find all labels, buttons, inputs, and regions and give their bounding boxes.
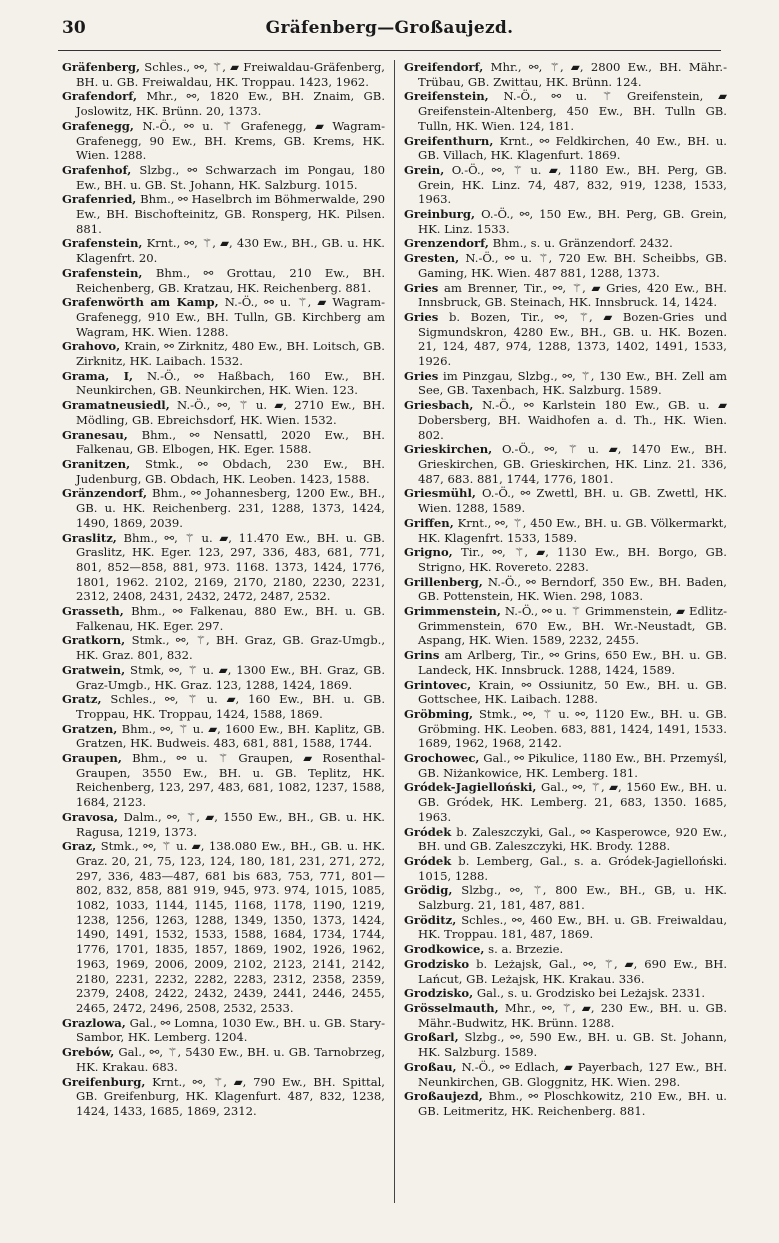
entry-text: N.-Ö., ⚯ Karlstein 180 Ew., GB. u. ▰ Dobersberg, BH. Waidhofen a. d. Th., HK. Wien. 802. bbox=[418, 398, 727, 442]
entry-text: Stmk., ⚯, ⚚ u. ▰, 138.080 Ew., BH., GB. u. HK. Graz. 20, 21, 75, 123, 124, 180, 181, 231, 271, 272, 297, 336, 483—487, 681 bis 683, 753, 771, 801—802, 832, 858, 881 919, 945, 973. 974, 1015, 1085, 1082, 1033, 1144, 1145, 1168, 1178, 1190, 1219, 1238, 1256, 1263, 1288, 1349, 1350, 1373, 1424, 1490, 1491, 1532, 1533, 1588, 1684, 1734, 1744, 1776, 1701, 1835, 1857, 1869, 1902, 1926, 1962, 1963, 1969, 2006, 2009, 2102, 2123, 2141, 2142, 2180, 2231, 2232, 2282, 2283, 2312, 2358, 2359, 2379, 2408, 2422, 2432, 2439, 2441, 2446, 2455, 2465, 2472, 2496, 2508, 2532, 2533. bbox=[76, 839, 386, 1015]
entry-text: Gal., ⚯, ⚚, ▰, 1560 Ew., BH. u. GB. Gródek, HK. Lemberg. 21, 683, 1350. 1685, 1963. bbox=[418, 780, 728, 824]
entry-keyword: Grama, I, bbox=[62, 368, 134, 383]
entry-keyword: Grein, bbox=[404, 162, 445, 177]
entry-text: N.-Ö., ⚯ u. ⚚ Grimmenstein, ▰ Edlitz-Grimmenstein, 670 Ew., BH. Wr.-Neustadt, GB. Aspang, HK. Wien. 1589, 2232, 2455. bbox=[418, 604, 728, 648]
directory-entry bbox=[62, 163, 385, 192]
entry-keyword: Gries bbox=[404, 368, 439, 383]
directory-entry bbox=[62, 457, 385, 486]
entry-keyword: Gravosa, bbox=[62, 809, 119, 824]
entry-text: Krnt., ⚯, ⚚, ▰, 790 Ew., BH. Spittal, GB. Greifenburg, HK. Klagenfurt. 487, 832, 1238, 1424, 1433, 1685, 1869, 2312. bbox=[76, 1074, 385, 1118]
entry-keyword: Großarl, bbox=[404, 1030, 459, 1045]
directory-entry bbox=[404, 442, 727, 486]
directory-entry bbox=[62, 810, 385, 839]
entry-keyword: Grodzisko bbox=[404, 956, 470, 971]
directory-entry bbox=[404, 604, 727, 648]
entry-text: Stmk., ⚯, ⚚ u. ⚯, 1120 Ew., BH. u. GB. Gröbming. HK. Leoben. 683, 881, 1424, 1491, 1533. 1689, 1962, 1968, 2142. bbox=[418, 706, 727, 751]
entry-keyword: Granitzen, bbox=[62, 456, 131, 471]
directory-entry bbox=[404, 398, 727, 442]
directory-entry bbox=[62, 295, 385, 339]
entry-keyword: Grimmenstein, bbox=[404, 604, 501, 619]
directory-entry bbox=[404, 236, 727, 251]
directory-entry bbox=[62, 266, 385, 295]
entry-keyword: Gries bbox=[404, 280, 439, 295]
directory-entry bbox=[404, 751, 727, 780]
directory-entry bbox=[404, 1030, 727, 1059]
entry-keyword: Grahovo, bbox=[62, 339, 121, 354]
entry-keyword: Gródek bbox=[404, 824, 452, 839]
directory-entry bbox=[404, 60, 727, 89]
entry-text: Bhm., ⚯, ⚚ u. ▰, 1600 Ew., BH. Kaplitz, GB. Gratzen, HK. Budweis. 483, 681, 881, 1588, 1744. bbox=[76, 721, 385, 751]
directory-entry bbox=[404, 883, 727, 912]
entry-keyword: Griesmühl, bbox=[404, 486, 476, 501]
entry-text: Bhm., ⚯ Grottau, 210 Ew., BH. Reichenberg, GB. Kratzau, HK. Reichenberg. 881. bbox=[76, 265, 386, 295]
entry-keyword: Greifendorf, bbox=[404, 60, 484, 74]
entry-text: Slzbg., ⚯ Schwarzach im Pongau, 180 Ew., BH. u. GB. St. Johann, HK. Salzburg. 1015. bbox=[76, 162, 386, 192]
directory-entry bbox=[62, 60, 385, 89]
directory-entry bbox=[62, 339, 385, 368]
directory-entry bbox=[404, 134, 727, 163]
directory-entry bbox=[62, 486, 385, 530]
entry-text: Tir., ⚯, ⚚, ▰, 1130 Ew., BH. Borgo, GB. Strigno, HK. Rovereto. 2283. bbox=[418, 545, 727, 574]
entry-text: Gal., ⚯ Pikulice, 1180 Ew., BH. Przemyśl, GB. Niżankowice, HK. Lemberg. 181. bbox=[418, 751, 728, 780]
entry-keyword: Grodkowice, bbox=[404, 942, 485, 957]
entry-keyword: Grafenstein, bbox=[62, 236, 143, 251]
directory-entry bbox=[404, 942, 727, 957]
directory-entry bbox=[62, 369, 385, 398]
entry-keyword: Grins bbox=[404, 648, 440, 663]
directory-entry bbox=[62, 722, 385, 751]
directory-entry bbox=[404, 1060, 727, 1089]
directory-entry bbox=[62, 1016, 385, 1045]
entry-keyword: Grenzendorf, bbox=[404, 236, 489, 251]
directory-entry bbox=[404, 486, 727, 515]
directory-entry bbox=[404, 678, 727, 707]
directory-entry bbox=[62, 236, 385, 265]
entry-keyword: Grasseth, bbox=[62, 604, 124, 619]
directory-entry bbox=[404, 825, 727, 854]
directory-entry bbox=[404, 957, 727, 986]
entry-text: N.-Ö., ⚯ Haßbach, 160 Ew., BH. Neunkirchen, GB. Neunkirchen, HK. Wien. 123. bbox=[76, 368, 386, 398]
entry-keyword: Gramatneusiedl, bbox=[62, 398, 170, 413]
entry-text: Krnt., ⚯ Feldkirchen, 40 Ew., BH. u. GB. Villach, HK. Klagenfurt. 1869. bbox=[418, 133, 727, 163]
directory-entry bbox=[62, 398, 385, 427]
entry-keyword: Graz, bbox=[62, 839, 97, 854]
entry-keyword: Grafenwörth am Kamp, bbox=[62, 295, 219, 310]
entry-keyword: Greifenburg, bbox=[62, 1074, 146, 1089]
directory-entry bbox=[62, 428, 385, 457]
directory-entry bbox=[404, 854, 727, 883]
directory-entry bbox=[404, 281, 727, 310]
entry-keyword: Gröbming, bbox=[404, 706, 474, 721]
entry-text: Bhm., ⚯, ⚚ u. ▰, 11.470 Ew., BH. u. GB. Graslitz, HK. Eger. 123, 297, 336, 483, 681, 771, 801, 852—858, 881, 973. 1168. 1373, 1424, 1776, 1801, 1962. 2102, 2169, 2170, 2180, 2230, 2231, 2312, 2408, 2431, 2432, 2472, 2487, 2532. bbox=[76, 530, 385, 604]
entry-text: b. Zaleszczyki, Gal., ⚯ Kasperowce, 920 Ew., BH. und GB. Zaleszczyki, HK. Brody. 1288. bbox=[418, 824, 728, 854]
entry-keyword: Gratzen, bbox=[62, 721, 118, 736]
right-column bbox=[404, 60, 727, 1119]
entry-text: Mhr., ⚯, 1820 Ew., BH. Znaim, GB. Joslowitz, HK. Brünn. 20, 1373. bbox=[76, 89, 386, 119]
directory-entry bbox=[404, 163, 727, 207]
entry-keyword: Gratz, bbox=[62, 692, 102, 707]
entry-text: im Pinzgau, Slzbg., ⚯, ⚚, 130 Ew., BH. Zell am See, GB. Taxenbach, HK. Salzburg. 1589. bbox=[418, 368, 727, 398]
entry-keyword: Grafenhof, bbox=[62, 162, 132, 177]
entry-text: Mhr., ⚯, ⚚, ▰, 230 Ew., BH. u. GB. Mähr.-Budwitz, HK. Brünn. 1288. bbox=[418, 1001, 728, 1030]
entry-text: Schles., ⚯, ⚚, ▰ Freiwaldau-Gräfenberg, BH. u. GB. Freiwaldau, HK. Troppau. 1423, 1962. bbox=[76, 60, 385, 89]
entry-text: O.-Ö., ⚯, 150 Ew., BH. Perg, GB. Grein, HK. Linz. 1533. bbox=[418, 207, 727, 236]
entry-keyword: Grödig, bbox=[404, 883, 453, 898]
directory-entry bbox=[62, 192, 385, 236]
header-rule bbox=[58, 50, 721, 51]
entry-text: N.-Ö., ⚯ u. ⚚, ▰ Wagram-Grafenegg, 910 Ew., BH. Tulln, GB. Kirchberg am Wagram, HK. Wien. 1288. bbox=[76, 295, 386, 339]
directory-entry bbox=[62, 604, 385, 633]
directory-entry bbox=[62, 1045, 385, 1074]
directory-entry bbox=[404, 545, 727, 574]
entry-keyword: Gries bbox=[404, 309, 439, 324]
entry-text: Dalm., ⚯, ⚚, ▰, 1550 Ew., BH., GB. u. HK. Ragusa, 1219, 1373. bbox=[76, 809, 385, 839]
entry-keyword: Graslitz, bbox=[62, 530, 117, 545]
entry-text: N.-Ö., ⚯, ⚚ u. ▰, 2710 Ew., BH. Mödling, GB. Ebreichsdorf, HK. Wien. 1532. bbox=[76, 398, 386, 427]
entry-text: Krain, ⚯ Zirknitz, 480 Ew., BH. Loitsch, GB. Zirknitz, HK. Laibach. 1532. bbox=[76, 339, 385, 369]
entry-keyword: Griesbach, bbox=[404, 398, 474, 413]
directory-entry bbox=[404, 369, 727, 398]
entry-text: b. Bozen, Tir., ⚯, ⚚, ▰ Bozen-Gries und Sigmundskron, 4280 Ew., BH., GB. u. HK. Bozen. 21, 124, 487, 974, 1288, 1373, 1402, 1491, 1533, 1926. bbox=[418, 309, 728, 369]
directory-entry bbox=[62, 751, 385, 810]
left-column bbox=[62, 60, 385, 1119]
page-header bbox=[56, 18, 723, 42]
directory-entry bbox=[62, 89, 385, 118]
entry-keyword: Grafenegg, bbox=[62, 118, 134, 133]
entry-keyword: Gródek-Jagielloński, bbox=[404, 780, 537, 795]
entry-text: Bhm., ⚯ Falkenau, 880 Ew., BH. u. GB. Falkenau, HK. Eger. 297. bbox=[76, 604, 386, 633]
running-head: Gräfenberg—Großaujezd. bbox=[265, 18, 514, 38]
entry-text: s. a. Brzezie. bbox=[488, 942, 564, 957]
entry-text: Bhm., s. u. Gränzendorf. 2432. bbox=[492, 236, 673, 251]
entry-keyword: Großau, bbox=[404, 1059, 457, 1074]
entry-keyword: Gränzendorf, bbox=[62, 486, 148, 501]
entry-keyword: Gratwein, bbox=[62, 662, 126, 677]
directory-entry bbox=[404, 575, 727, 604]
directory-entry bbox=[404, 251, 727, 280]
directory-entry bbox=[404, 207, 727, 236]
entry-keyword: Grafenstein, bbox=[62, 265, 143, 280]
directory-entry bbox=[62, 663, 385, 692]
entry-keyword: Grodzisko, bbox=[404, 986, 474, 1001]
entry-keyword: Greifenthurn, bbox=[404, 133, 494, 148]
entry-keyword: Grieskirchen, bbox=[404, 442, 493, 457]
directory-entry bbox=[404, 516, 727, 545]
directory-entry bbox=[404, 89, 727, 133]
entry-text: am Arlberg, Tir., ⚯ Grins, 650 Ew., BH. u. GB. Landeck, HK. Innsbruck. 1288, 1424, 1589. bbox=[418, 648, 728, 677]
entry-text: Bhm., ⚯ Haselbrch im Böhmerwalde, 290 Ew., BH. Bischofteinitz, GB. Ronsperg, HK. Pilsen. 881. bbox=[76, 192, 385, 236]
entry-text: Schles., ⚯, ⚚ u. ▰, 160 Ew., BH. u. GB. Troppau, HK. Troppau, 1424, 1588, 1869. bbox=[76, 692, 385, 721]
entry-text: b. Leżajsk, Gal., ⚯, ⚚, ▰, 690 Ew., BH. Lańcut, GB. Leżajsk, HK. Krakau. 336. bbox=[418, 956, 727, 986]
entry-keyword: Grazlowa, bbox=[62, 1015, 126, 1030]
entry-text: Slzbg., ⚯, 590 Ew., BH. u. GB. St. Johann, HK. Salzburg. 1589. bbox=[418, 1030, 728, 1060]
entry-keyword: Großaujezd, bbox=[404, 1089, 483, 1104]
entry-keyword: Gratkorn, bbox=[62, 633, 126, 648]
entry-text: N.-Ö., ⚯ u. ⚚, 720 Ew. BH. Scheibbs, GB. Gaming, HK. Wien. 487 881, 1288, 1373. bbox=[418, 251, 728, 280]
entry-keyword: Grösselmauth, bbox=[404, 1001, 499, 1015]
entry-text: O.-Ö., ⚯, ⚚ u. ▰, 1180 Ew., BH. Perg, GB. Grein, HK. Linz. 74, 487, 832, 919, 1238, 1533, 1963. bbox=[418, 162, 727, 207]
entry-text: Krnt., ⚯, ⚚, ▰, 430 Ew., BH., GB. u. HK. Klagenfrt. 20. bbox=[76, 236, 385, 266]
entry-text: Krnt., ⚯, ⚚, 450 Ew., BH. u. GB. Völkermarkt, HK. Klagenfrt. 1533, 1589. bbox=[418, 515, 727, 545]
entry-keyword: Grillenberg, bbox=[404, 574, 483, 589]
entry-text: Stmk., ⚯ Obdach, 230 Ew., BH. Judenburg, GB. Obdach, HK. Leoben. 1423, 1588. bbox=[76, 456, 385, 486]
entry-keyword: Grintovec, bbox=[404, 677, 472, 692]
entry-keyword: Grigno, bbox=[404, 545, 453, 560]
entry-text: Gal., ⚯ Lomna, 1030 Ew., BH. u. GB. Stary-Sambor, HK. Lemberg. 1204. bbox=[76, 1015, 385, 1045]
entry-keyword: Grebów, bbox=[62, 1045, 115, 1060]
directory-entry bbox=[404, 913, 727, 942]
directory-entry bbox=[62, 119, 385, 163]
directory-entry bbox=[62, 839, 385, 1015]
entry-text: Stmk, ⚯, ⚚ u. ▰, 1300 Ew., BH. Graz, GB. Graz-Umgb., HK. Graz. 123, 1288, 1424, 1869. bbox=[76, 662, 385, 692]
entry-keyword: Grochowec, bbox=[404, 751, 480, 766]
entry-keyword: Graupen, bbox=[62, 751, 122, 766]
entry-text: O.-Ö., ⚯, ⚚ u. ▰, 1470 Ew., BH. Grieskirchen, GB. Grieskirchen, HK. Linz. 21. 336, 487, 683. 881, 1744, 1776, 1801. bbox=[418, 442, 728, 486]
directory-entry bbox=[62, 531, 385, 605]
entry-text: Stmk., ⚯, ⚚, BH. Graz, GB. Graz-Umgb., HK. Graz. 801, 832. bbox=[76, 633, 386, 663]
entry-text: Krain, ⚯ Ossiunitz, 50 Ew., BH. u. GB. Gottschee, HK. Laibach. 1288. bbox=[418, 677, 728, 707]
entry-text: N.-Ö., ⚯ u. ⚚ Grafenegg, ▰ Wagram-Grafenegg, 90 Ew., BH. Krems, GB. Krems, HK. Wien. 1288. bbox=[76, 118, 385, 163]
entry-text: b. Lemberg, Gal., s. a. Gródek-Jagielloński. 1015, 1288. bbox=[418, 853, 727, 883]
directory-entry bbox=[404, 707, 727, 751]
entry-keyword: Grafendorf, bbox=[62, 89, 138, 104]
entry-text: N.-Ö., ⚯ Berndorf, 350 Ew., BH. Baden, GB. Pottenstein, HK. Wien. 298, 1083. bbox=[418, 574, 727, 604]
entry-text: Bhm., ⚯ Nensattl, 2020 Ew., BH. Falkenau, GB. Elbogen, HK. Eger. 1588. bbox=[76, 427, 385, 457]
entry-text: Mhr., ⚯, ⚚, ▰, 2800 Ew., BH. Mähr.-Trübau, GB. Zwittau, HK. Brünn. 124. bbox=[418, 60, 727, 89]
directory-entry bbox=[404, 780, 727, 824]
entry-keyword: Greinburg, bbox=[404, 207, 476, 222]
directory-entry bbox=[404, 310, 727, 369]
column-divider bbox=[394, 60, 395, 1203]
entry-text: Gal., s. u. Grodzisko bei Leżajsk. 2331. bbox=[476, 986, 706, 1001]
directory-entry bbox=[62, 692, 385, 721]
entry-text: Bhm., ⚯ Johannesberg, 1200 Ew., BH., GB. u. HK. Reichenberg. 231, 1288, 1373, 1424, 1490, 1869, 2039. bbox=[76, 486, 386, 530]
directory-entry bbox=[404, 1089, 727, 1118]
directory-entry bbox=[62, 633, 385, 662]
directory-entry bbox=[62, 1075, 385, 1119]
entry-text: N.-Ö., ⚯ u. ⚚ Greifenstein, ▰ Greifenstein-Altenberg, 450 Ew., BH. Tulln GB. Tulln, HK. Wien. 124, 181. bbox=[418, 89, 727, 133]
page-number: 30 bbox=[62, 18, 86, 38]
entry-keyword: Granesau, bbox=[62, 427, 128, 442]
entry-text: Gal., ⚯, ⚚, 5430 Ew., BH. u. GB. Tarnobrzeg, HK. Krakau. 683. bbox=[76, 1045, 385, 1074]
entry-keyword: Grafenried, bbox=[62, 192, 137, 207]
directory-entry bbox=[404, 1001, 727, 1030]
entry-text: N.-Ö., ⚯ Edlach, ▰ Payerbach, 127 Ew., BH. Neunkirchen, GB. Gloggnitz, HK. Wien. 298. bbox=[418, 1059, 728, 1089]
entry-keyword: Gródek bbox=[404, 853, 452, 868]
entry-keyword: Greifenstein, bbox=[404, 89, 489, 104]
entry-text: Bhm., ⚯ u. ⚚ Graupen, ▰ Rosenthal-Graupen, 3550 Ew., BH. u. GB. Teplitz, HK. Reichenberg, 123, 297, 483, 681, 1082, 1237, 1588, 1684, 2123. bbox=[76, 751, 385, 810]
entry-keyword: Griffen, bbox=[404, 515, 454, 530]
entry-keyword: Gresten, bbox=[404, 251, 460, 266]
entry-text: O.-Ö., ⚯ Zwettl, BH. u. GB. Zwettl, HK. Wien. 1288, 1589. bbox=[418, 486, 728, 516]
entry-text: Slzbg., ⚯, ⚚, 800 Ew., BH., GB, u. HK. Salzburg. 21, 181, 487, 881. bbox=[418, 883, 727, 913]
directory-entry bbox=[404, 648, 727, 677]
entry-keyword: Gröditz, bbox=[404, 912, 457, 927]
entry-text: am Brenner, Tir., ⚯, ⚚, ▰ Gries, 420 Ew., BH. Innsbruck, GB. Steinach, HK. Innsbruck. 14, 1424. bbox=[418, 280, 727, 310]
directory-entry bbox=[404, 986, 727, 1001]
entry-text: Bhm., ⚯ Ploschkowitz, 210 Ew., BH. u. GB. Leitmeritz, HK. Reichenberg. 881. bbox=[418, 1089, 727, 1118]
entry-keyword: Gräfenberg, bbox=[62, 60, 141, 74]
entry-text: Schles., ⚯, 460 Ew., BH. u. GB. Freiwaldau, HK. Troppau. 181, 487, 1869. bbox=[418, 912, 727, 942]
